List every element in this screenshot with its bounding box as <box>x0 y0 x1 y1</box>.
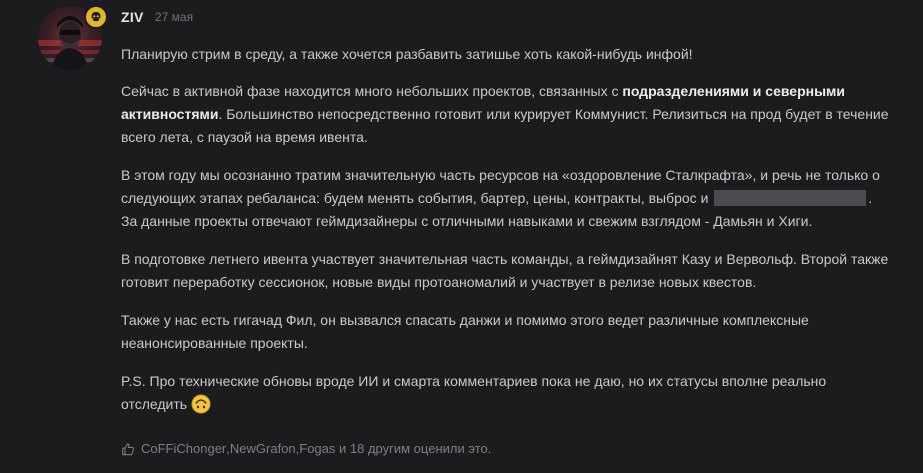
paragraph-3-text-before: В этом году мы осознанно тратим значительную часть ресурсов на «оздоровление Сталкрафта», и речь не только о следующих этапах ребаланса: будем менять события, бартер, цены, контракты, выброс и <box>121 167 880 206</box>
redacted-text-block <box>714 190 866 206</box>
post-body <box>121 43 891 431</box>
thumbs-up-icon[interactable] <box>121 442 135 456</box>
likes-others-link[interactable]: и 18 другим оценили это. <box>335 441 492 456</box>
liker-link-2[interactable]: NewGrafon <box>229 441 296 456</box>
paragraph-2-text-after: . Большинство непосредственно готовит или курирует Коммунист. Релизиться на прод будет в течение всего лета, с паузой на время ивента. <box>121 106 889 145</box>
paragraph-2-bold-text: подразделениями и северными активностями <box>121 83 845 122</box>
liker-link-3[interactable]: Fogas <box>299 441 336 456</box>
paragraph-1: Планирую стрим в среду, а также хочется разбавить затишье хоть какой-нибудь инфой! <box>121 46 693 62</box>
upside-down-face-icon <box>191 394 211 414</box>
author-name[interactable]: ZIV <box>121 9 144 25</box>
paragraph-2 <box>121 80 891 149</box>
paragraph-4: В подготовке летнего ивента участвует значительная часть команды, а геймдизайнят Казу и Вервольф. Второй также готовит переработку сессионок, новые виды протоаномалий и участвует в релизе новых квестов. <box>121 251 889 290</box>
liker-link-1[interactable]: CoFFiChonger <box>141 441 227 456</box>
paragraph-3 <box>121 164 891 233</box>
post-date: 27 мая <box>155 10 194 24</box>
paragraph-5: Также у нас есть гигачад Фил, он вызвался спасать данжи и помимо этого ведет различные комплексные неанонсированные проекты. <box>121 312 809 351</box>
skull-icon <box>84 5 108 29</box>
likes-separator-2: , <box>295 441 300 456</box>
likes-bar <box>121 441 491 456</box>
paragraph-2-text-before: Сейчас в активной фазе находится много небольших проектов, связанных с <box>121 83 623 99</box>
paragraph-6 <box>121 370 891 416</box>
paragraph-6-text: P.S. Про технические обновы вроде ИИ и смарта комментариев пока не даю, но их статусы вполне реально отследить <box>121 373 827 412</box>
paragraph-3-text-after: . За данные проекты отвечают геймдизайнеры с отличными навыками и свежим взглядом - Дамьян и Хиги. <box>121 190 873 229</box>
likes-separator-1: , <box>226 441 230 456</box>
